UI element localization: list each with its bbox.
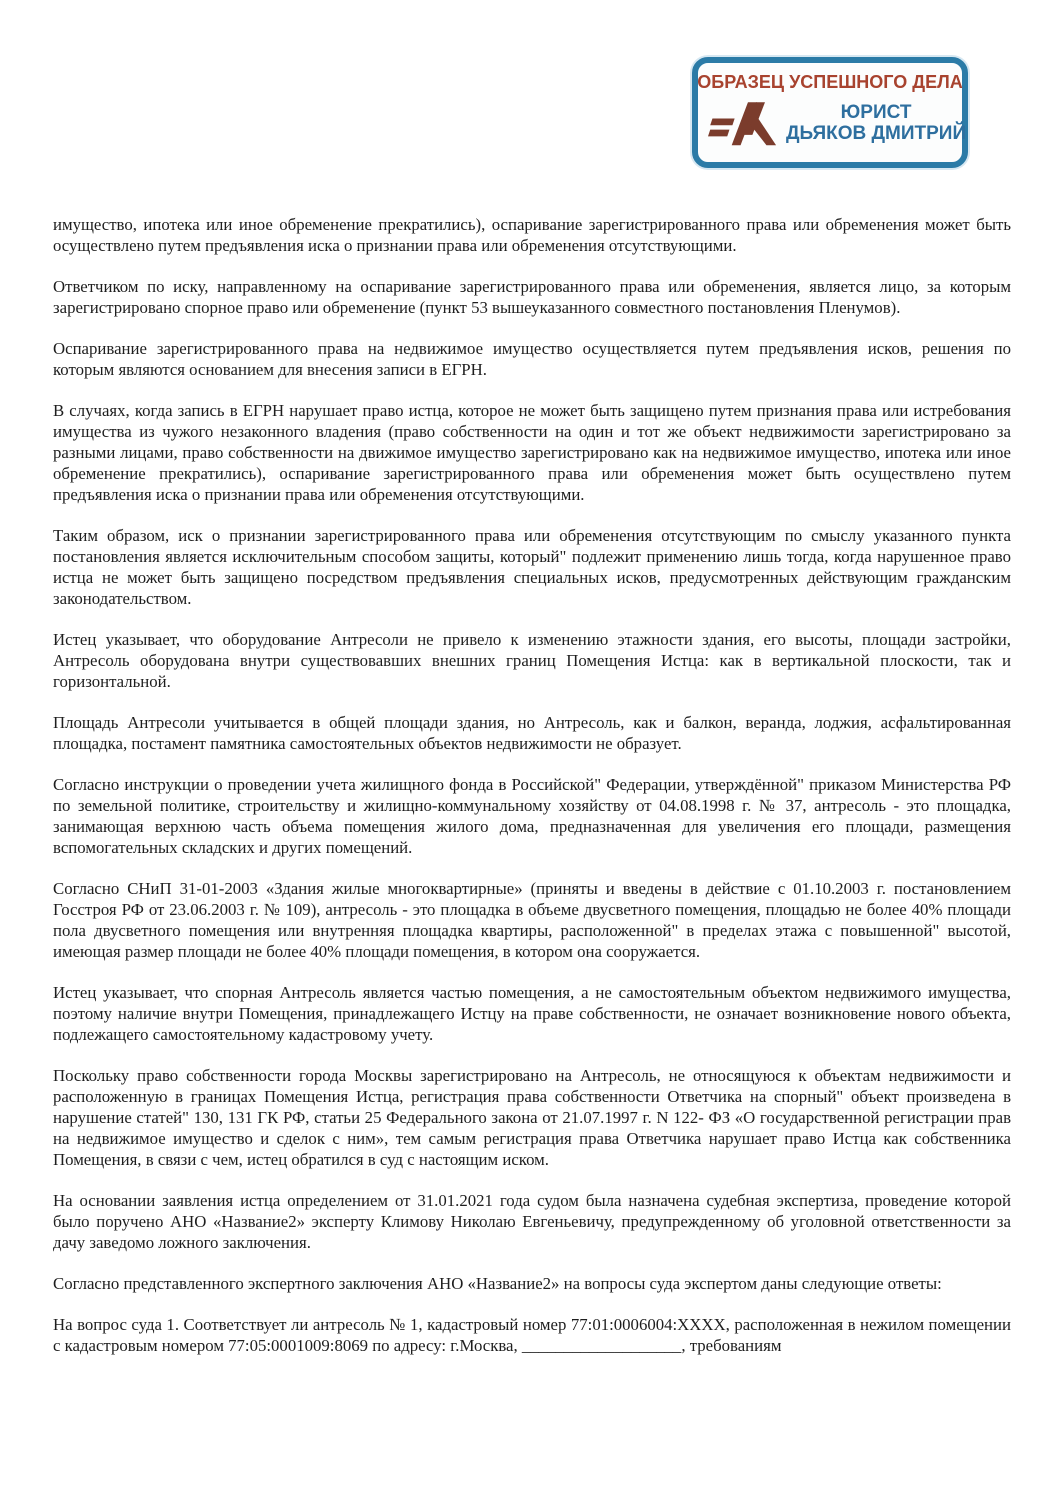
dk-monogram-icon: [708, 95, 782, 151]
paragraph: На основании заявления истца определением от 31.01.2021 года судом была назначена судебная экспертиза, проведение которой было поручено АНО «Название2» эксперту Климову Николаю Евгеньевичу, предупрежденному об уголовной ответственности за дачу заведомо ложного заключения.: [53, 1191, 1011, 1252]
logo-tagline: ОБРАЗЕЦ УСПЕШНОГО ДЕЛА: [697, 72, 963, 92]
logo-badge: [692, 57, 968, 168]
paragraph: Поскольку право собственности города Москвы зарегистрировано на Антресоль, не относящуюся к объектам недвижимости и расположенную в границах Помещения Истца, регистрация права собственности Ответчика на спорный" объект произведена в нарушение статей" 130, 131 ГК РФ, статьи 25 Федерального закона от 21.07.1997 г. N 122- ФЗ «О государственной регистрации прав на недвижимое имущество и сделок с ним», тем самым регистрация права Ответчика нарушает право Истца как собственника Помещения, в связи с чем, истец обратился в суд с настоящим иском.: [53, 1066, 1011, 1169]
paragraph: Ответчиком по иску, направленному на оспаривание зарегистрированного права или обременения, является лицо, за которым зарегистрировано спорное право или обременение (пункт 53 вышеуказанного совместного постановления Пленумов).: [53, 277, 1011, 317]
logo-name-line1: ЮРИСТ: [840, 101, 912, 123]
paragraph: Истец указывает, что спорная Антресоль является частью помещения, а не самостоятельным объектом недвижимого имущества, поэтому наличие внутри Помещения, принадлежащего Истцу на праве собственности, не означает возникновение нового объекта, подлежащего самостоятельному кадастровому учету.: [53, 983, 1011, 1044]
paragraph: В случаях, когда запись в ЕГРН нарушает право истца, которое не может быть защищено путем признания права или истребования имущества из чужого незаконного владения (право собственности на один и тот же объект недвижимости зарегистрировано за разными лицами, право собственности на движимое имущество зарегистрировано как на недвижимое имущество, ипотека или иное обременение прекратились), оспаривание зарегистрированного права или обременения может быть осуществлено путем предъявления иска о признании права или обременения отсутствующими.: [53, 401, 1011, 504]
paragraph: Площадь Антресоли учитывается в общей площади здания, но Антресоль, как и балкон, веранда, лоджия, асфальтированная площадка, постамент памятника самостоятельных объектов недвижимости не образует.: [53, 713, 1011, 753]
paragraph: Согласно инструкции о проведении учета жилищного фонда в Российской" Федерации, утверждённой" приказом Министерства РФ по земельной политике, строительству и жилищно-коммунальному хозяйству от 04.08.1998 г. № 37, антресоль - это площадка, занимающая верхнюю часть объема помещения жилого дома, предназначенная для увеличения его площади, размещения вспомогательных складских и других помещений.: [53, 775, 1011, 857]
paragraph: Таким образом, иск о признании зарегистрированного права или обременения отсутствующим по смыслу указанного пункта постановления является исключительным способом защиты, который" подлежит применению лишь тогда, когда нарушенное право истца не может быть защищено посредством предъявления специальных исков, предусмотренных действующим гражданским законодательством.: [53, 526, 1011, 608]
logo-name: [786, 102, 966, 145]
paragraph: Истец указывает, что оборудование Антресоли не привело к изменению этажности здания, его высоты, площади застройки, Антресоль оборудована внутри существовавших внешних границ Помещения Истца: как в вертикальной плоскости, так и горизонтальной.: [53, 630, 1011, 691]
paragraph: имущество, ипотека или иное обременение прекратились), оспаривание зарегистрированного права или обременения может быть осуществлено путем предъявления иска о признании права или обременения отсутствующими.: [53, 215, 1011, 255]
logo-name-line2: ДЬЯКОВ ДМИТРИЙ: [786, 123, 967, 144]
paragraph: Согласно СНиП 31-01-2003 «Здания жилые многоквартирные» (приняты и введены в действие с 01.10.2003 г. постановлением Госстроя РФ от 23.06.2003 г. № 109), антресоль - это площадка в объеме двусветного помещения, площадью не более 40% площади пола двусветного помещения или внутренняя площадка квартиры, расположенной" в пределах этажа с повышенной" высотой, имеющая размер площади не более 40% площади помещения, в котором она сооружается.: [53, 879, 1011, 961]
logo-row: [698, 93, 967, 151]
paragraph: На вопрос суда 1. Соответствует ли антресоль № 1, кадастровый номер 77:01:0006004:XXXX, расположенная в нежилом помещении с кадастровым номером 77:05:0001009:8069 по адресу: г.Москва, ___________________, требованиям: [53, 1315, 1011, 1355]
paragraph: Оспаривание зарегистрированного права на недвижимое имущество осуществляется путем предъявления исков, решения по которым являются основанием для внесения записи в ЕГРН.: [53, 339, 1011, 379]
paragraph: Согласно представленного экспертного заключения АНО «Название2» на вопросы суда экспертом даны следующие ответы:: [53, 1274, 942, 1293]
document-body: [53, 214, 1011, 1376]
